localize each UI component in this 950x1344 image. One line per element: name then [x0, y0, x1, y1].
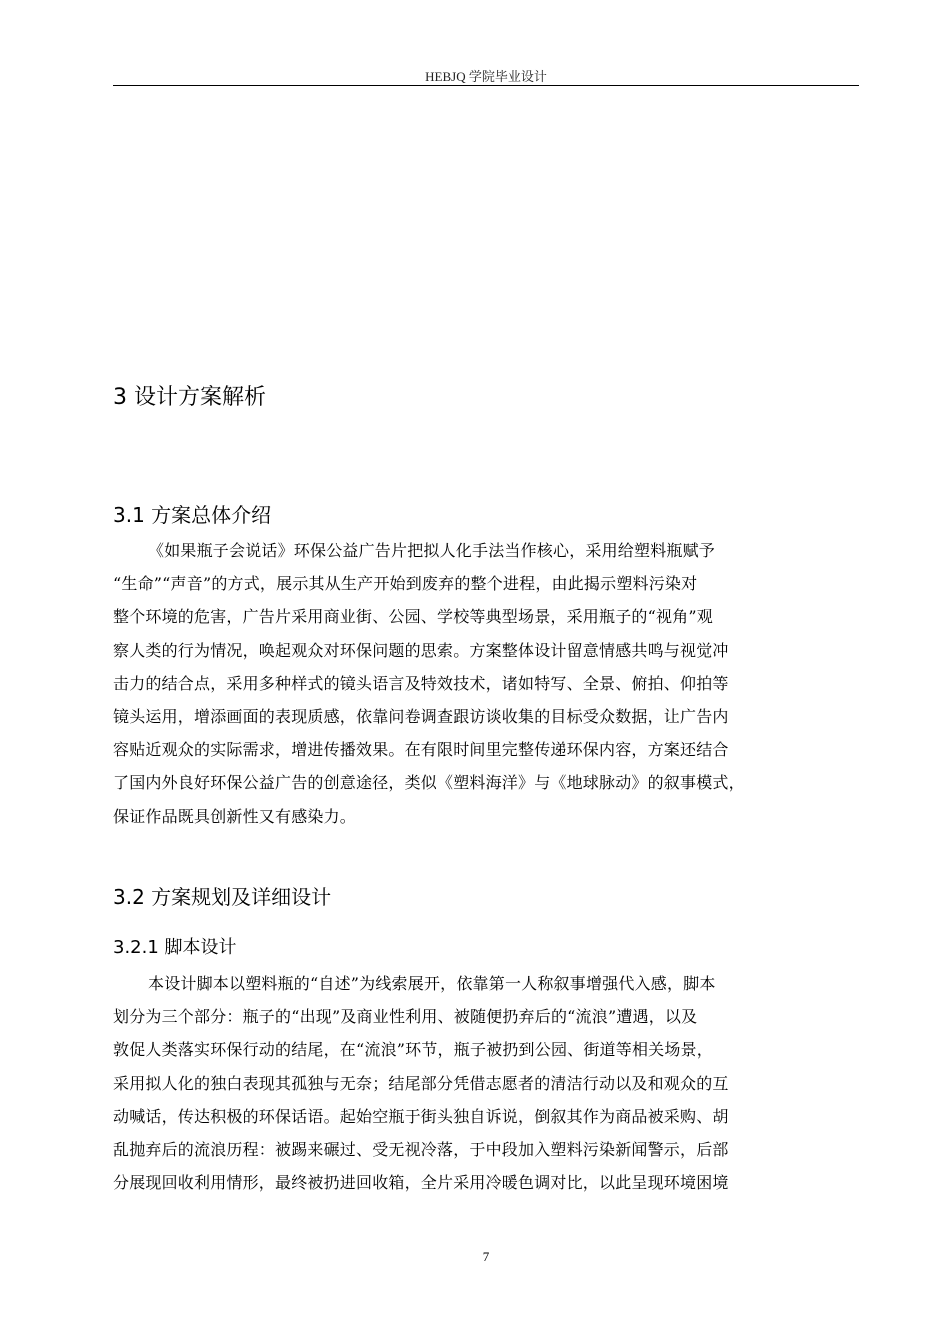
paragraph-line: 容贴近观众的实际需求，增进传播效果。在有限时间里完整传递环保内容，方案还结合: [113, 740, 729, 760]
paragraph-line: 划分为三个部分：瓶子的“出现”及商业性利用、被随便扔弃后的“流浪”遭遇，以及: [113, 1007, 698, 1027]
section-3-1-paragraph: [113, 534, 859, 833]
paragraph-line: 了国内外良好环保公益广告的创意途径，类似《塑料海洋》与《地球脉动》的叙事模式，: [113, 773, 745, 793]
paragraph-line: 镜头运用，增添画面的表现质感，依靠问卷调查跟访谈收集的目标受众数据，让广告内: [113, 706, 729, 726]
paragraph-line: “生命”“声音”的方式，展示其从生产开始到废弃的整个进程，由此揭示塑料污染对: [113, 574, 698, 594]
paragraph-line: 分展现回收利用情形，最终被扔进回收箱，全片采用冷暖色调对比，以此呈现环境困境: [113, 1173, 729, 1193]
paragraph-line: 敦促人类落实环保行动的结尾，在“流浪”环节，瓶子被扔到公园、街道等相关场景，: [113, 1040, 713, 1060]
paragraph-line: 击力的结合点，采用多种样式的镜头语言及特效技术，诸如特写、全景、俯拍、仰拍等: [113, 673, 729, 693]
header-rule: [113, 85, 859, 86]
section-3-2-title: 3.2 方案规划及详细设计: [113, 885, 332, 909]
page-number: 7: [482, 1249, 490, 1264]
paragraph-line: 动喊话，传达积极的环保话语。起始空瓶于街头独自诉说，倒叙其作为商品被采购、胡: [113, 1106, 729, 1126]
section-3-1-title: 3.1 方案总体介绍: [113, 503, 272, 527]
running-header: HEBJQ 学院毕业设计: [425, 69, 547, 84]
paragraph-line: 本设计脚本以塑料瓶的“自述”为线索展开，依靠第一人称叙事增强代入感，脚本: [148, 974, 716, 993]
paragraph-line: 察人类的行为情况，唤起观众对环保问题的思索。方案整体设计留意情感共鸣与视觉冲: [113, 640, 729, 660]
paragraph-line: 整个环境的危害，广告片采用商业街、公园、学校等典型场景，采用瓶子的“视角”观: [113, 607, 713, 627]
paragraph-line: 采用拟人化的独白表现其孤独与无奈；结尾部分凭借志愿者的清洁行动以及和观众的互: [113, 1073, 729, 1093]
section-3-2-1-paragraph: [113, 967, 859, 1199]
paragraph-line: 保证作品既具创新性又有感染力。: [113, 806, 357, 826]
paragraph-line: 《如果瓶子会说话》环保公益广告片把拟人化手法当作核心，采用给塑料瓶赋予: [148, 541, 716, 560]
chapter-title: 3 设计方案解析: [113, 385, 266, 410]
paragraph-line: 乱抛弃后的流浪历程：被踢来碾过、受无视冷落，于中段加入塑料污染新闻警示，后部: [113, 1139, 729, 1159]
section-3-2-1-title: 3.2.1 脚本设计: [113, 937, 237, 958]
